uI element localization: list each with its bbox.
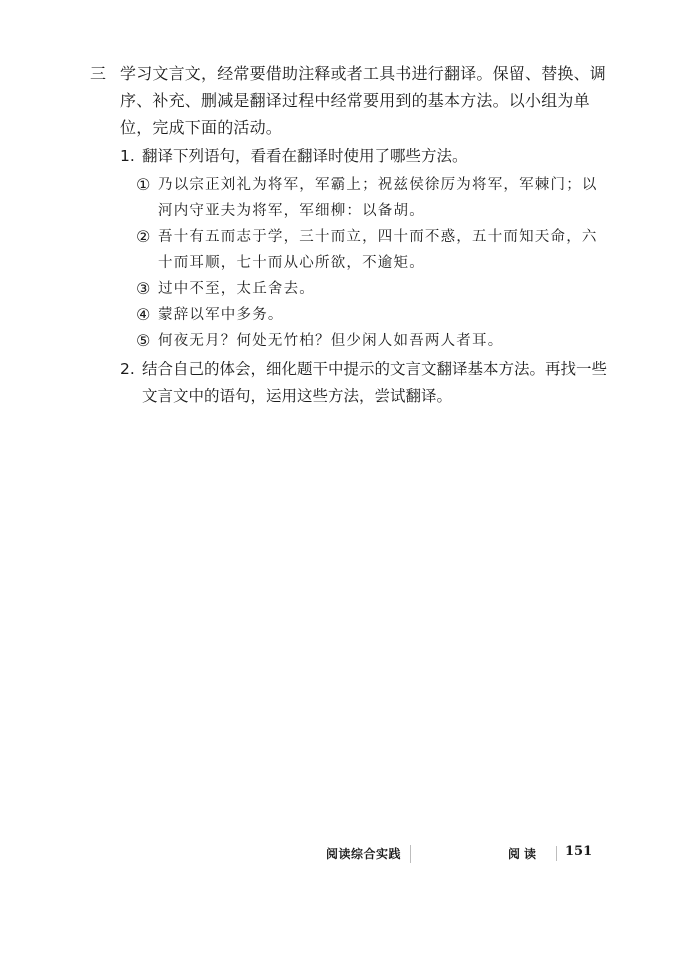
question-text: 结合自己的体会，细化题干中提示的文言文翻译基本方法。再找一些文言文中的语句，运用这些方法，尝试翻译。 [142,360,608,405]
sentence-marker: ① [136,175,152,194]
footer-divider [556,846,557,861]
section-intro-text: 学习文言文，经常要借助注释或者工具书进行翻译。保留、替换、调序、补充、删减是翻译过程中经常要用到的基本方法。以小组为单位，完成下面的活动。 [120,64,607,137]
section-marker: 三 [90,64,107,83]
question-1 [90,143,610,170]
sentence-text: 吾十有五而志于学，三十而立，四十而不惑，五十而知天命，六十而耳顺，七十而从心所欲，不逾矩。 [158,229,598,271]
page-number: 151 [565,844,593,859]
page-footer [0,845,688,863]
sentence-text: 蒙辞以军中多务。 [158,307,284,323]
sentence-marker: ③ [136,279,152,298]
sentence-item [136,276,610,302]
activity-section [90,60,610,410]
question-number: 2. [120,360,135,378]
sentence-marker: ④ [136,305,152,324]
sentence-list [136,172,610,354]
footer-chapter: 阅读 [508,847,541,861]
sentence-text: 何夜无月？何处无竹柏？但少闲人如吾两人者耳。 [158,333,504,349]
footer-section-name: 阅读综合实践 [326,847,402,861]
footer-divider [410,845,411,863]
sentence-item [136,224,610,276]
sentence-item [136,328,610,354]
sentence-marker: ② [136,227,152,246]
section-intro [90,60,610,141]
question-number: 1. [120,147,135,165]
question-text: 翻译下列语句，看看在翻译时使用了哪些方法。 [142,147,468,165]
sentence-text: 过中不至，太丘舍去。 [158,281,315,297]
sentence-item [136,172,610,224]
question-2 [90,356,610,410]
sentence-item [136,302,610,328]
sentence-marker: ⑤ [136,331,152,350]
sentence-text: 乃以宗正刘礼为将军，军霸上；祝兹侯徐厉为将军，军棘门；以河内守亚夫为将军，军细柳：以备胡。 [158,177,598,219]
